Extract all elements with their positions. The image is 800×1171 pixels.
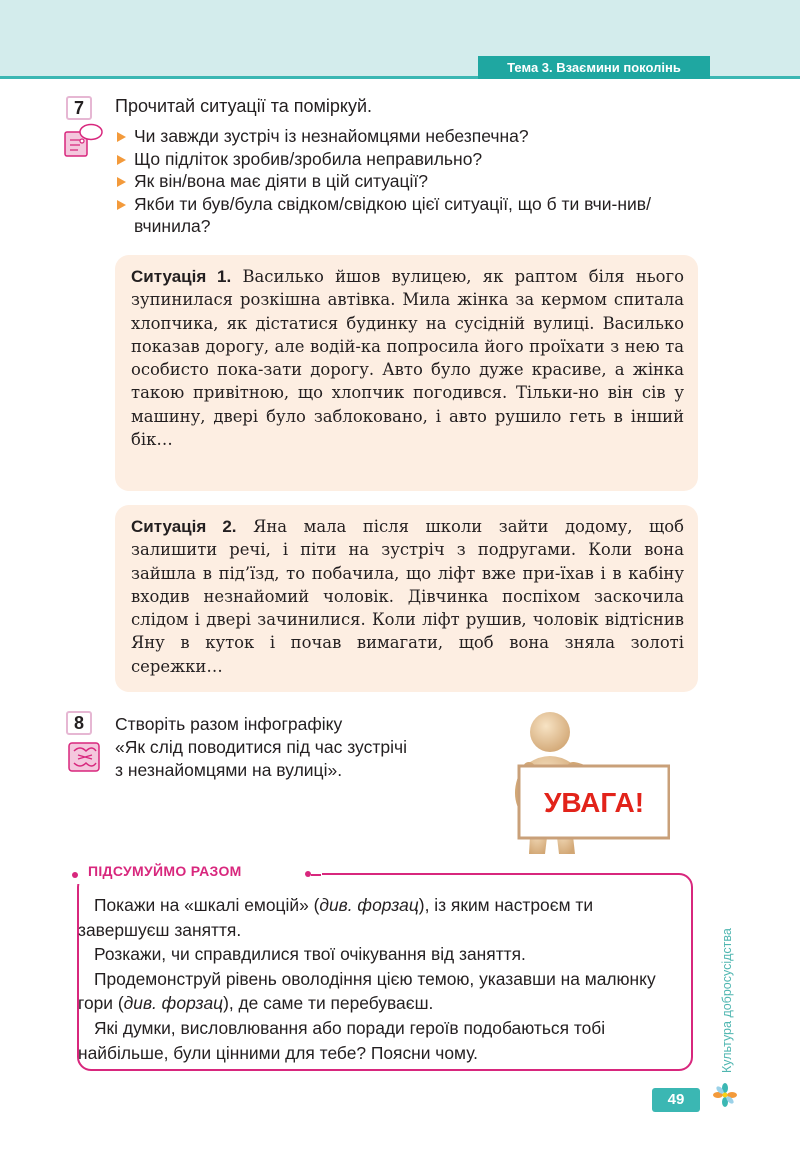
summary-text-part: Покажи на «шкалі емоцій» ( <box>94 895 320 915</box>
situation-2-title: Ситуація 2. <box>131 517 237 536</box>
task-number-7: 7 <box>66 96 92 120</box>
summary-label: ПІДСУМУЙМО РАЗОМ <box>88 863 242 879</box>
summary-paragraph <box>77 893 679 942</box>
question-item: Що підліток зробив/зробила неправильно? <box>115 148 715 171</box>
summary-label-line <box>311 874 321 876</box>
summary-text-part: ), із яким настроєм ти завершуєш заняття. <box>78 895 594 940</box>
page-number: 49 <box>652 1088 700 1112</box>
question-item: Чи завжди зустріч із незнайомцями небезпечна? <box>115 125 715 148</box>
thinking-icon <box>62 122 104 160</box>
question-item: Як він/вона має діяти в цій ситуації? <box>115 170 715 193</box>
task-number-8: 8 <box>66 711 92 735</box>
task8-line: Створіть разом інфографіку <box>115 714 343 734</box>
situation-1-title: Ситуація 1. <box>131 267 232 286</box>
situation-2-box <box>115 505 698 692</box>
summary-paragraph <box>77 967 679 1016</box>
summary-emphasis: див. форзац <box>123 993 224 1014</box>
situation-1-text: Василько йшов вулицею, як раптом біля нього зупинилася розкішна автівка. Мила жінка за кермом спитала хлопчика, як дістатися будинку на сусідній вулиці. Василько показав дорогу, але водій-ка попросила його проїхати з нею та особисто пока-зати дорогу. Авто було дуже красиве, а жінка такою привітною, що хлопчик погодився. Тільки-но він сів у машину, двері було заблоковано, і авто рушило геть в інший бік… <box>131 267 684 450</box>
summary-text <box>77 893 679 1065</box>
summary-text-part: Продемонструй рівень оволодіння цією темою, указавши на малюнку гори ( <box>78 968 656 1014</box>
warning-sign-figure <box>505 708 670 858</box>
task7-intro: Прочитай ситуації та поміркуй. <box>115 96 373 116</box>
summary-dot-left <box>72 872 78 878</box>
question-item: Якби ти був/була свідком/свідкою цієї ситуації, що б ти вчи-нив/вчинила? <box>115 193 715 238</box>
side-section-title: Культура добросусідства <box>720 928 734 1073</box>
sign-text: УВАГА! <box>543 787 645 818</box>
theme-tab: Тема 3. Взаємини поколінь <box>478 56 710 79</box>
situation-1-box <box>115 255 698 491</box>
question-list <box>115 125 715 238</box>
summary-paragraph: Розкажи, чи справдилися твої очікування від заняття. <box>94 944 526 965</box>
summary-paragraph: Які думки, висловлювання або поради героїв подобаються тобі найбільше, були цінними для тебе? Поясни чому. <box>78 1017 606 1063</box>
summary-dot-right <box>305 871 311 877</box>
task8-line: з незнайомцями на вулиці». <box>115 760 343 780</box>
summary-emphasis: див. форзац <box>319 895 419 915</box>
task8-line: «Як слід поводитися під час зустрічі <box>115 737 408 757</box>
teamwork-hands-icon <box>66 739 104 775</box>
flower-icon <box>713 1083 737 1107</box>
summary-text-part: ), де саме ти перебуваєш. <box>223 993 434 1014</box>
situation-2-text: Яна мала після школи зайти додому, щоб залишити речі, і піти на зустріч з подругами. Коли вона зайшла в під’їзд, то побачила, що ліфт вже при-їхав і в кабіну входив незнайомий чоловік. Дівчинка поспіхом заскочила слідом і двері зачинилися. Коли ліфт рушив, чоловік відтіснив Яну в куток і почав вимагати, щоб вона зняла золоті сережки… <box>131 517 684 676</box>
task8-text <box>115 713 475 782</box>
